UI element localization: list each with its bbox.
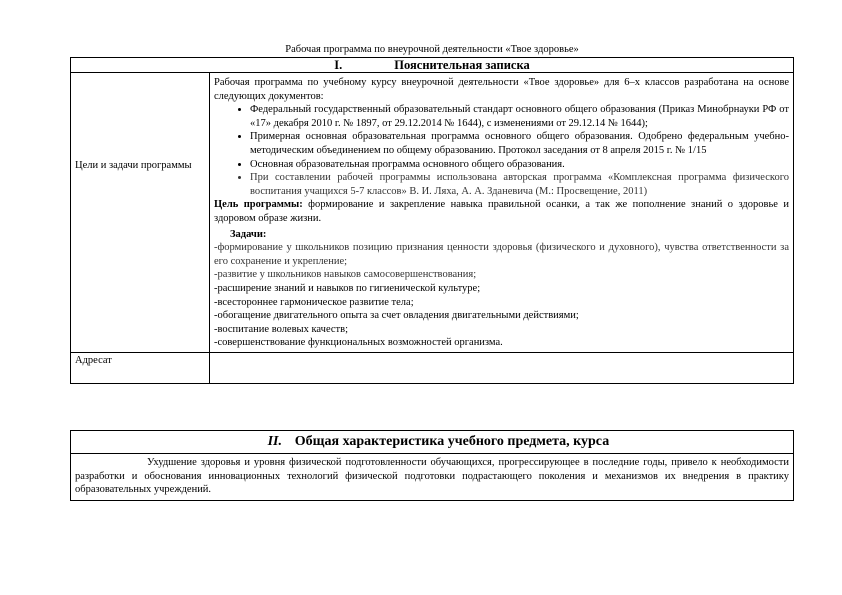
- section1-header: [71, 58, 794, 73]
- goal-label: Цель программы:: [214, 199, 303, 211]
- section2-title: Общая характеристика учебного предмета, курса: [294, 434, 610, 449]
- goals-label: Цели и задачи программы: [75, 160, 192, 171]
- task-item: -развитие у школьников навыков самосовершенствования;: [214, 269, 477, 281]
- documents-list: [214, 103, 789, 198]
- intro-text: Рабочая программа по учебному курсу внеурочной деятельности «Твое здоровье» для 6–х классов разработана на основе следующих документов:: [214, 77, 789, 102]
- section2-number: II.: [267, 434, 282, 449]
- task-item: -воспитание волевых качеств;: [214, 323, 348, 335]
- goals-label-cell: [71, 73, 210, 353]
- section1-number: I.: [334, 58, 343, 72]
- tasks-label: Задачи:: [230, 228, 267, 240]
- goals-content-cell: [210, 73, 794, 353]
- general-characteristics-table: [70, 430, 794, 501]
- task-item: -совершенствование функциональных возможностей организма.: [214, 337, 503, 349]
- list-item: • При составлении рабочей программы использована авторская программа «Комплексная программа физического воспитания учащихся 5-7 классов» В. И. Ляха, А. А. Зданевича (М.: Просвещение, 2011): [250, 171, 789, 198]
- section2-paragraph: Ухудшение здоровья и уровня физической подготовленности обучающихся, прогрессирующее в последние годы, привело к необходимости разработки и обоснования инновационных технологий физической подготовки подрастающего поколения и механизмов их внедрения в практику образовательных учреждений.: [71, 454, 794, 501]
- section1-title: Пояснительная записка: [394, 58, 530, 72]
- task-item: -расширение знаний и навыков по гигиенической культуре;: [214, 282, 481, 294]
- list-item: • Примерная основная образовательная программа основного общего образования. Одобрено федеральным учебно-методическим объединением по общему образованию. Протокол заседания от 8 апреля 2015 г. № 1/15: [250, 130, 789, 157]
- adresat-value: [210, 352, 794, 383]
- goal-paragraph: [214, 198, 789, 225]
- adresat-label: Адресат: [71, 352, 210, 383]
- section2-header: [71, 431, 794, 454]
- task-item: -формирование у школьников позицию признания ценности здоровья (физического и духовного), чувства ответственности за его сохранение и укрепление;: [214, 242, 789, 267]
- list-item: • Основная образовательная программа основного общего образования.: [250, 158, 789, 172]
- goal-text: формирование и закрепление навыка правильной осанки, а так же пополнение знаний о здоровье и здоровом образе жизни.: [214, 199, 789, 224]
- list-item: • Федеральный государственный образовательный стандарт основного общего образования (Приказ Минобрнауки РФ от «17» декабря 2010 г. № 1897, от 29.12.2014 № 1644), с изменениями от 29.12.14 № 1644);: [250, 103, 789, 130]
- explanatory-note-table: [70, 57, 794, 384]
- task-item: -обогащение двигательного опыта за счет овладения двигательными действиями;: [214, 310, 579, 322]
- task-item: -всестороннее гармоническое развитие тела;: [214, 296, 414, 308]
- document-title: Рабочая программа по внеурочной деятельности «Твое здоровье»: [285, 44, 579, 55]
